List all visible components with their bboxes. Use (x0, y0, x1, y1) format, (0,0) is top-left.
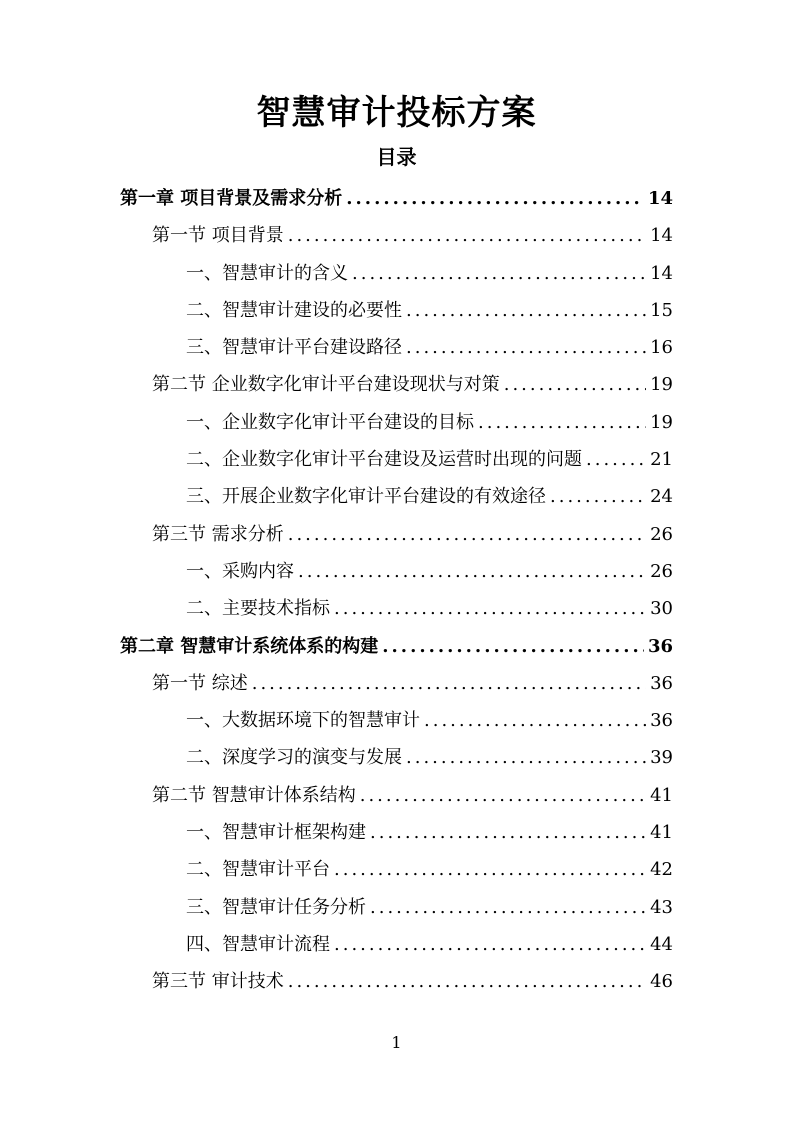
toc-subsection-entry[interactable] (0, 292, 793, 329)
toc-entry-label: 第二节 智慧审计体系结构 (152, 784, 356, 806)
toc-entry-page: 14 (647, 188, 673, 209)
toc-entry-page: 30 (650, 598, 673, 620)
toc-entry-page: 14 (650, 225, 673, 247)
toc-subsection-entry[interactable] (0, 702, 793, 739)
toc-dot-leader (478, 404, 646, 441)
toc-dot-leader (550, 478, 646, 515)
toc-subsection-entry[interactable] (0, 926, 793, 963)
toc-dot-leader (406, 292, 646, 329)
page-number: 1 (391, 1033, 402, 1052)
toc-dot-leader (406, 739, 646, 776)
toc-section-entry[interactable] (0, 665, 793, 702)
toc-entry-page: 24 (650, 486, 673, 508)
toc-dot-leader (406, 329, 646, 366)
toc-section-entry[interactable] (0, 777, 793, 814)
toc-dot-leader (504, 366, 646, 403)
toc-entry-page: 26 (650, 523, 673, 545)
toc-entry-page: 19 (650, 411, 673, 433)
toc-entry-page: 36 (647, 635, 673, 657)
toc-entry-label: 三、智慧审计任务分析 (186, 896, 366, 918)
toc-entry-label: 三、开展企业数字化审计平台建设的有效途径 (186, 486, 546, 508)
toc-entry-label: 一、企业数字化审计平台建设的目标 (186, 411, 474, 433)
toc-dot-leader (352, 255, 646, 292)
toc-dot-leader (288, 516, 646, 553)
toc-entry-label: 第三节 需求分析 (152, 523, 284, 545)
toc-chapter-entry[interactable] (0, 628, 793, 665)
toc-subsection-entry[interactable] (0, 851, 793, 888)
toc-entry-label: 一、智慧审计框架构建 (186, 822, 366, 844)
toc-entry-label: 第二章 智慧审计系统体系的构建 (120, 635, 379, 657)
toc-entry-label: 第三节 审计技术 (152, 971, 284, 993)
toc-subsection-entry[interactable] (0, 889, 793, 926)
toc-entry-page: 14 (650, 262, 673, 284)
toc-entry-page: 46 (650, 971, 673, 993)
toc-entry-label: 二、智慧审计建设的必要性 (186, 299, 402, 321)
toc-dot-leader (288, 217, 646, 254)
toc-entry-label: 第一章 项目背景及需求分析 (120, 188, 343, 209)
toc-dot-leader (334, 926, 646, 963)
toc-entry-label: 第一节 项目背景 (152, 225, 284, 247)
toc-entry-label: 第一节 综述 (152, 672, 248, 694)
toc-dot-leader (360, 777, 646, 814)
toc-entry-page: 36 (650, 672, 673, 694)
toc-entry-page: 43 (650, 896, 673, 918)
toc-entry-label: 三、智慧审计平台建设路径 (186, 337, 402, 359)
toc-entry-page: 36 (650, 710, 673, 732)
toc-dot-leader (586, 441, 646, 478)
toc-dot-leader (298, 553, 646, 590)
toc-subsection-entry[interactable] (0, 739, 793, 776)
toc-entry-page: 41 (650, 784, 673, 806)
toc-dot-leader (334, 851, 646, 888)
toc-entry-page: 44 (650, 933, 673, 955)
toc-section-entry[interactable] (0, 516, 793, 553)
toc-subsection-entry[interactable] (0, 478, 793, 515)
toc-heading: 目录 (376, 145, 417, 169)
toc-dot-leader (346, 180, 644, 217)
toc-entry-page: 42 (650, 859, 673, 881)
toc-section-entry[interactable] (0, 963, 793, 1000)
toc-chapter-entry[interactable] (0, 180, 793, 217)
toc-subsection-entry[interactable] (0, 590, 793, 627)
toc-dot-leader (424, 702, 646, 739)
toc-entry-page: 19 (650, 374, 673, 396)
toc-entry-label: 二、深度学习的演变与发展 (186, 747, 402, 769)
toc-subsection-entry[interactable] (0, 553, 793, 590)
toc-subsection-entry[interactable] (0, 404, 793, 441)
toc-entry-page: 39 (650, 747, 673, 769)
toc-entry-page: 41 (650, 822, 673, 844)
toc-dot-leader (370, 889, 646, 926)
toc-entry-label: 二、主要技术指标 (186, 598, 330, 620)
toc-entry-label: 一、智慧审计的含义 (186, 262, 348, 284)
toc-entry-label: 二、企业数字化审计平台建设及运营时出现的问题 (186, 449, 582, 471)
toc-entry-label: 四、智慧审计流程 (186, 933, 330, 955)
toc-dot-leader (334, 590, 646, 627)
toc-entry-label: 一、采购内容 (186, 560, 294, 582)
document-title: 智慧审计投标方案 (256, 93, 537, 133)
toc-dot-leader (370, 814, 646, 851)
table-of-contents (0, 180, 793, 1001)
toc-entry-label: 第二节 企业数字化审计平台建设现状与对策 (152, 374, 500, 396)
toc-section-entry[interactable] (0, 217, 793, 254)
toc-entry-page: 15 (650, 299, 673, 321)
toc-dot-leader (252, 665, 646, 702)
toc-subsection-entry[interactable] (0, 329, 793, 366)
toc-dot-leader (288, 963, 646, 1000)
toc-subsection-entry[interactable] (0, 255, 793, 292)
toc-dot-leader (382, 628, 644, 665)
toc-entry-label: 二、智慧审计平台 (186, 859, 330, 881)
toc-entry-page: 16 (650, 337, 673, 359)
toc-entry-page: 26 (650, 560, 673, 582)
toc-entry-page: 21 (650, 449, 673, 471)
toc-entry-label: 一、大数据环境下的智慧审计 (186, 710, 420, 732)
toc-subsection-entry[interactable] (0, 441, 793, 478)
toc-subsection-entry[interactable] (0, 814, 793, 851)
toc-section-entry[interactable] (0, 366, 793, 403)
